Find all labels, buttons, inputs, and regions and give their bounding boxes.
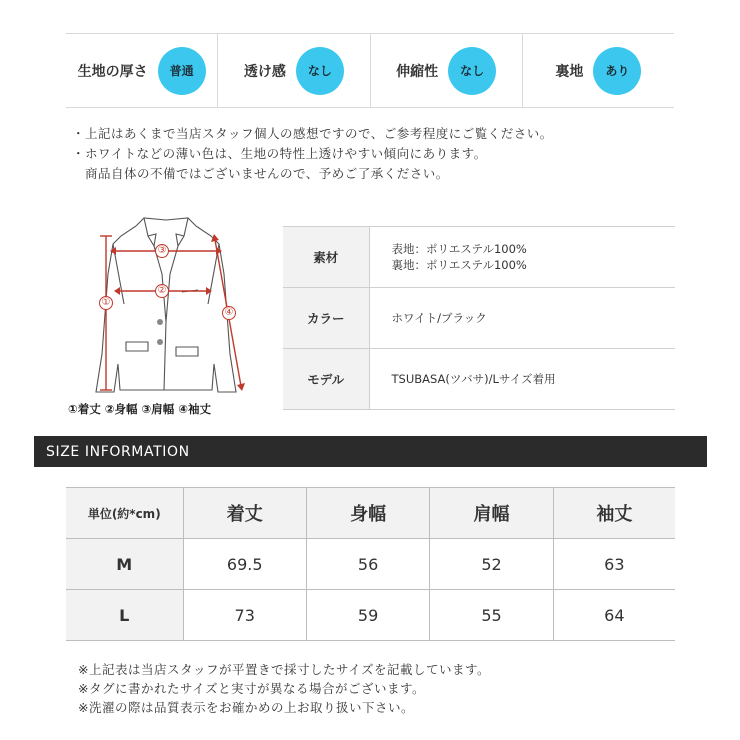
fabric-notes xyxy=(72,124,553,184)
jacket-illustration xyxy=(66,214,266,399)
size-notes xyxy=(78,660,490,717)
attr-badge: 普通 xyxy=(158,47,206,95)
column-header: 身幅 xyxy=(306,488,429,539)
note-line: ※洗濯の際は品質表示をお確かめの上お取り扱い下さい。 xyxy=(78,700,414,715)
spec-table xyxy=(283,226,675,410)
spec-row-color xyxy=(283,288,675,349)
attr-label: 透け感 xyxy=(243,63,286,80)
measurement-legend: ①着丈 ②身幅 ③肩幅 ④袖丈 xyxy=(68,402,211,416)
size-label: L xyxy=(66,590,183,641)
marker-2: ② xyxy=(155,284,169,298)
fabric-attributes xyxy=(66,33,674,108)
spec-key: モデル xyxy=(283,349,369,410)
spec-line: TSUBASA(ツバサ)/Lサイズ着用 xyxy=(391,372,556,386)
table-row xyxy=(66,590,675,641)
size-table xyxy=(66,487,675,641)
note-line: 商品自体の不備ではございませんので、予めご了承ください。 xyxy=(72,166,449,181)
marker-4: ④ xyxy=(222,306,236,320)
attr-stretch xyxy=(370,34,522,107)
table-row xyxy=(66,539,675,590)
attr-label: 裏地 xyxy=(555,63,584,80)
note-line: ・ホワイトなどの薄い色は、生地の特性上透けやすい傾向にあります。 xyxy=(72,146,487,161)
attr-badge: なし xyxy=(296,47,344,95)
column-header: 着丈 xyxy=(183,488,306,539)
attr-label: 生地の厚さ xyxy=(77,63,148,80)
marker-3: ③ xyxy=(155,244,169,258)
column-header: 袖丈 xyxy=(553,488,675,539)
table-cell: 55 xyxy=(430,590,553,641)
table-cell: 52 xyxy=(430,539,553,590)
table-cell: 56 xyxy=(306,539,429,590)
size-label: M xyxy=(66,539,183,590)
spec-value xyxy=(369,288,675,349)
attr-thickness xyxy=(66,34,217,107)
table-cell: 59 xyxy=(306,590,429,641)
attr-badge: あり xyxy=(593,47,641,95)
spec-key: 素材 xyxy=(283,227,369,288)
spec-row-model xyxy=(283,349,675,410)
spec-row-material xyxy=(283,227,675,288)
marker-1: ① xyxy=(99,296,113,310)
jacket-measurement-diagram xyxy=(66,214,266,424)
note-line: ※タグに書かれたサイズと実寸が異なる場合がございます。 xyxy=(78,681,425,696)
table-cell: 64 xyxy=(553,590,675,641)
attr-sheerness xyxy=(217,34,369,107)
spec-line: ホワイト/ブラック xyxy=(391,311,487,325)
spec-value xyxy=(369,349,675,410)
size-header-row xyxy=(66,488,675,539)
spec-line: 裏地：ポリエステル100% xyxy=(391,258,527,272)
table-cell: 69.5 xyxy=(183,539,306,590)
attr-badge: なし xyxy=(448,47,496,95)
spec-line: 表地：ポリエステル100% xyxy=(391,242,527,256)
note-line: ※上記表は当店スタッフが平置きで採寸したサイズを記載しています。 xyxy=(78,662,490,677)
attr-lining xyxy=(522,34,674,107)
note-line: ・上記はあくまで当店スタッフ個人の感想ですので、ご参考程度にご覧ください。 xyxy=(72,126,553,141)
column-header: 肩幅 xyxy=(430,488,553,539)
table-cell: 73 xyxy=(183,590,306,641)
spec-key: カラー xyxy=(283,288,369,349)
size-information-banner: SIZE INFORMATION xyxy=(34,436,707,467)
attr-label: 伸縮性 xyxy=(396,63,439,80)
unit-header: 単位(約*cm) xyxy=(66,488,183,539)
spec-value xyxy=(369,227,675,288)
table-cell: 63 xyxy=(553,539,675,590)
